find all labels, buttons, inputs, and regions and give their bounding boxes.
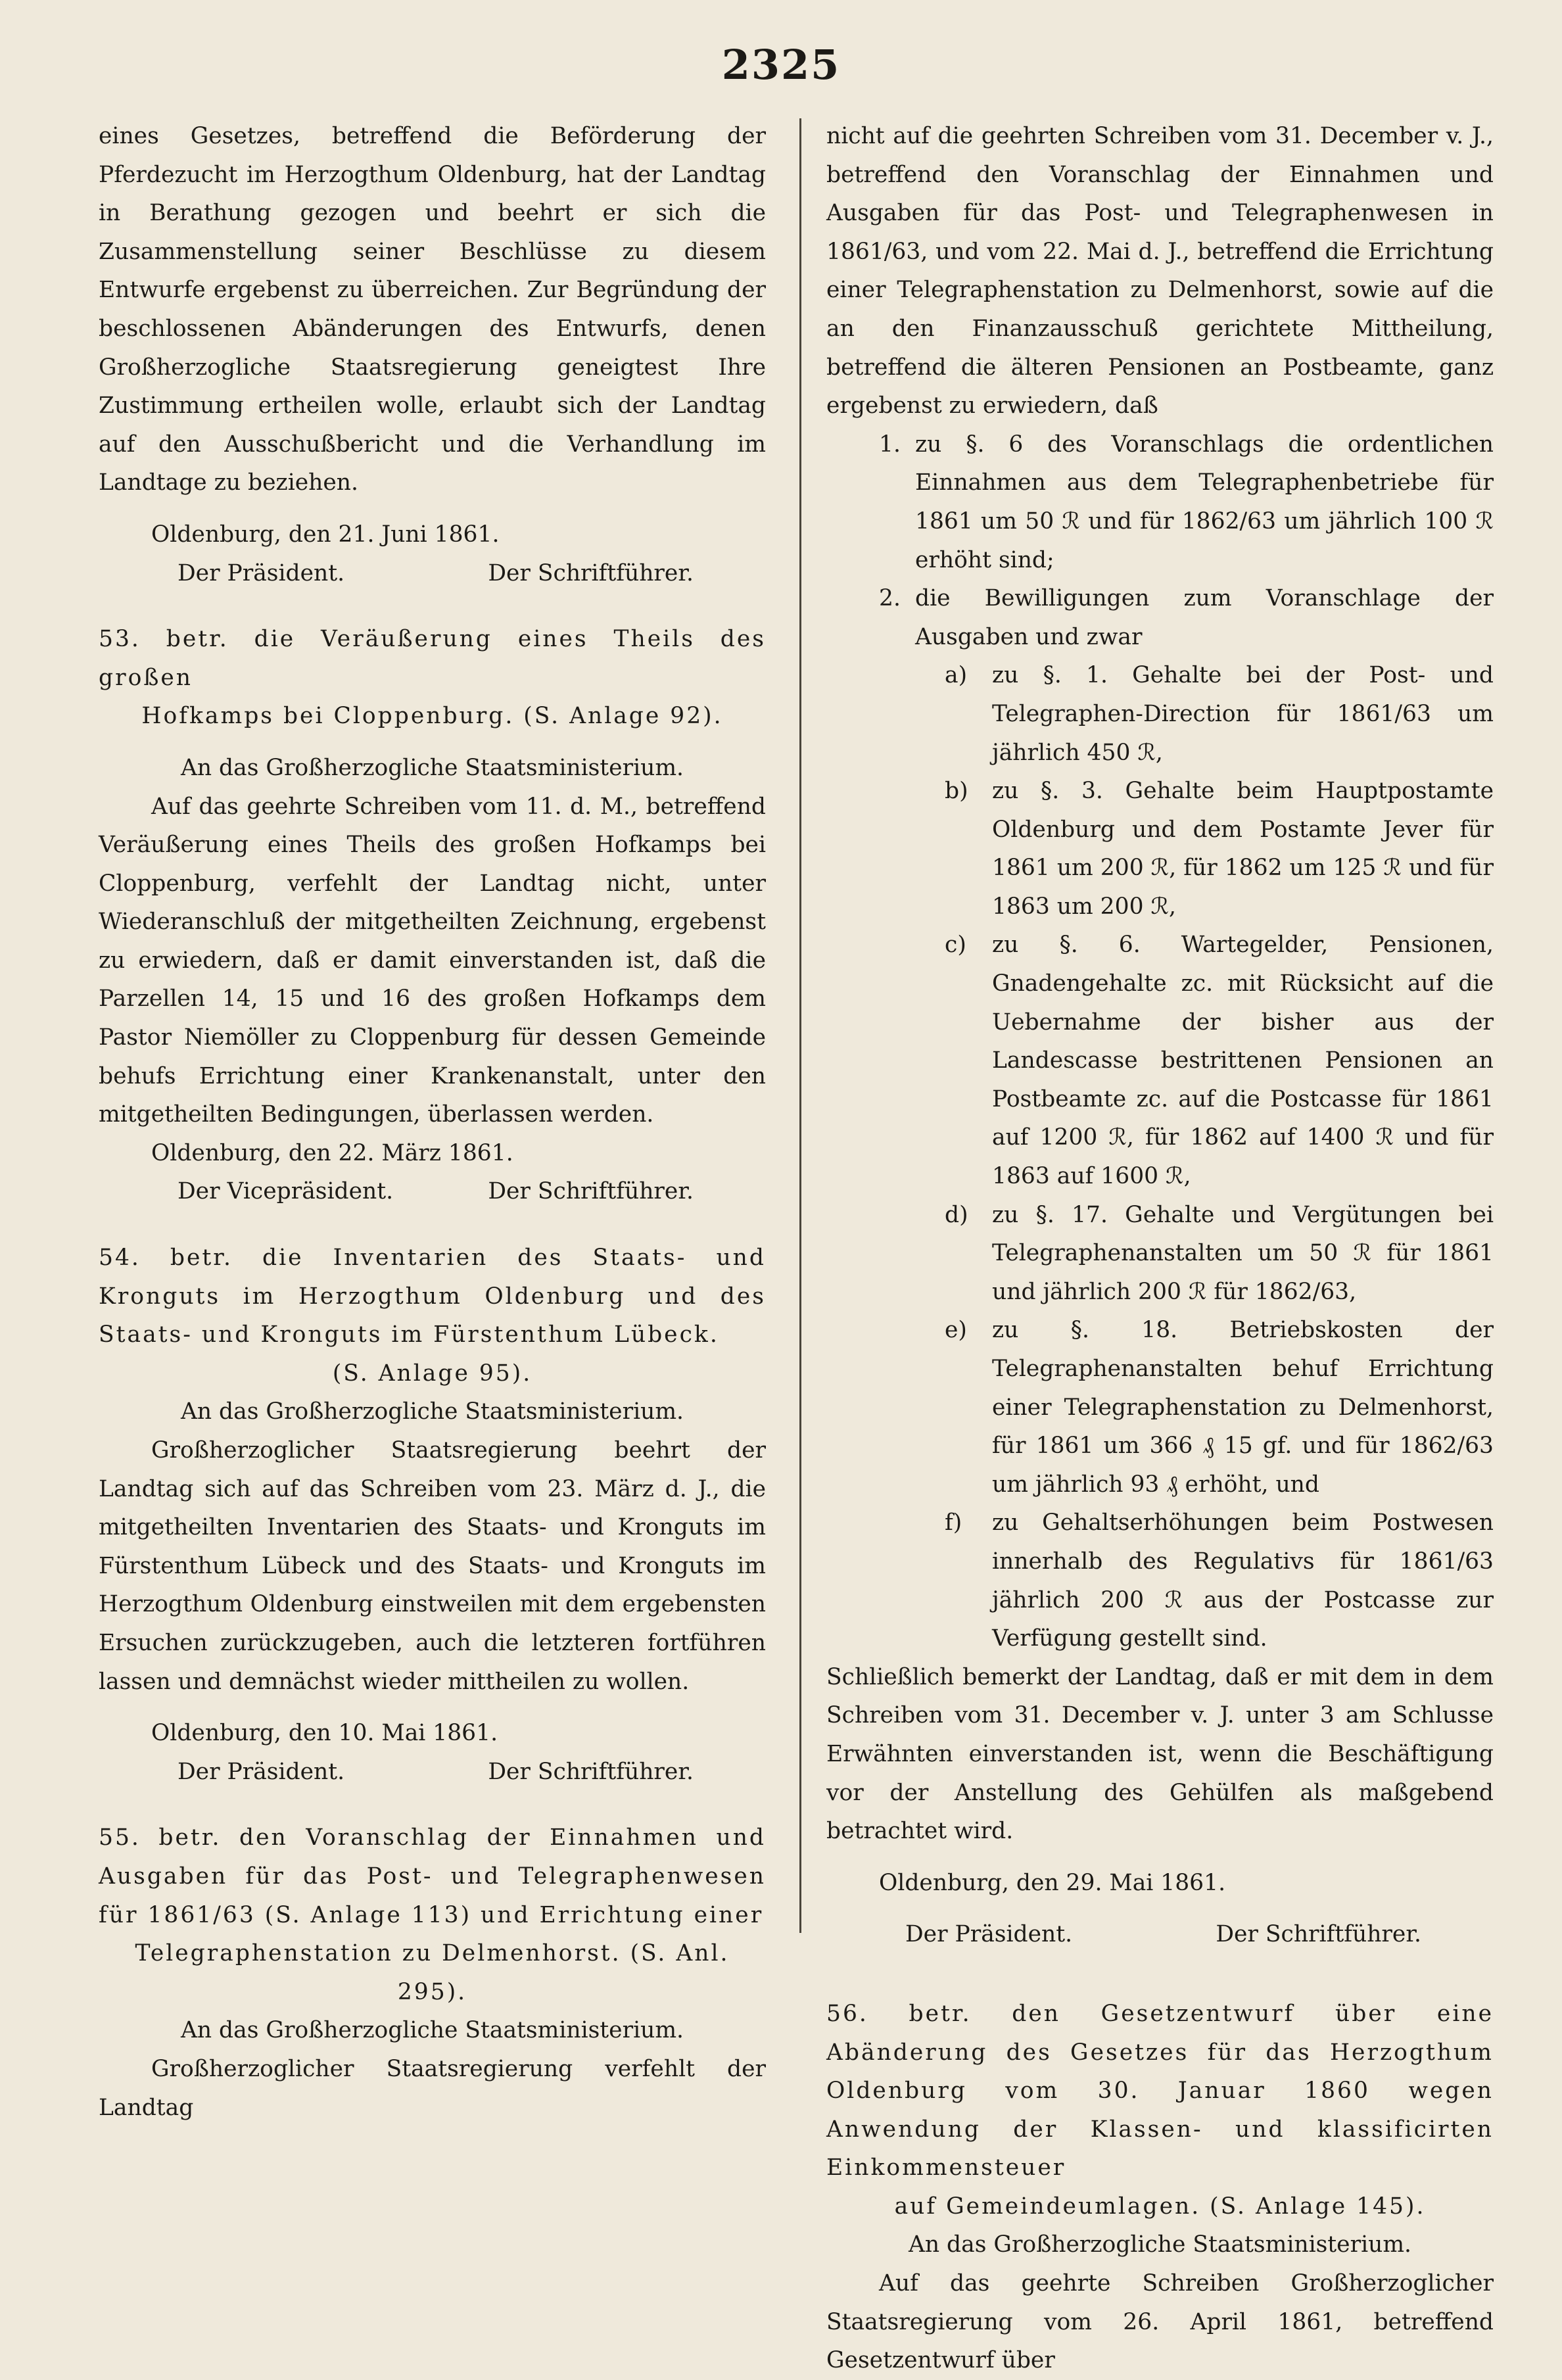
signature-secretary: Der Schriftführer. [488,1178,694,1205]
signature-vicepresident: Der Vicepräsident. [178,1178,394,1205]
sub-item-c [826,926,1494,1195]
item-55-heading-text: 55. betr. den Voranschlag der Einnahmen und Ausgaben für das Post- und Telegraphenwesen für 1861/63 (S. Anlage 113) und Errichtung einer [99,1824,766,1928]
item-54-heading-text: 54. betr. die Inventarien des Staats- und Kronguts im Herzogthum Oldenburg und des Staats- und Kronguts im Fürstenthum Lübeck. [99,1245,766,1348]
sub-item-f-text: zu Gehaltserhöhungen beim Postwesen innerhalb des Regulativs für 1861/63 jährlich 200 ℛ aus der Postcasse zur Verfügung gestellt sind. [992,1510,1494,1652]
signature-row-1 [99,554,766,593]
item-55-heading-tail: Telegraphenstation zu Delmenhorst. (S. Anl. 295). [135,1940,730,2005]
item-55-body: Großherzoglicher Staatsregierung verfehlt der Landtag [99,2055,766,2121]
signature-president: Der Präsident. [178,1758,345,1785]
left-intro-paragraph: eines Gesetzes, betreffend die Beförderung der Pferdezucht im Herzogthum Oldenburg, hat der Landtag in Berathung gezogen und beehrt er sich die Zusammenstellung seiner Beschlüsse zu diesem Entwurfe ergebenst zu überreichen. Zur Begründung der beschlossenen Abänderungen des Entwurfs, denen Großherzogliche Staatsregierung geneigtest Ihre Zustimmung ertheilen wolle, erlaubt sich der Landtag auf den Ausschußbericht und die Verhandlung im Landtage zu beziehen. [99,123,766,496]
list-item-2-text: die Bewilligungen zum Voranschlage der Ausgaben und zwar [915,585,1494,650]
signature-secretary: Der Schriftführer. [488,559,694,586]
signature-row-4 [826,1915,1494,1954]
sub-item-d-label: d) [945,1201,968,1228]
list-item-1-text: zu §. 6 des Voranschlags die ordentlichen Einnahmen aus dem Telegraphenbetriebe für 1861 um 50 ℛ und für 1862/63 um jährlich 100 ℛ erhöht sind; [915,431,1494,573]
date-line-1: Oldenburg, den 21. Juni 1861. [151,521,500,548]
item-54-heading-tail: (S. Anlage 95). [332,1360,532,1387]
sub-item-d-text: zu §. 17. Gehalte und Vergütungen bei Telegraphenanstalten um 50 ℛ für 1861 und jährlich 200 ℛ für 1862/63, [992,1201,1494,1305]
date-line-4: Oldenburg, den 29. Mai 1861. [879,1869,1226,1896]
list-item-2-label: 2. [879,585,901,612]
sub-item-c-label: c) [945,932,966,959]
item-56-address: An das Großherzogliche Staatsministerium. [908,2231,1412,2258]
page-number: 2325 [721,41,841,89]
signature-row-3 [99,1753,766,1792]
sub-item-b-label: b) [945,778,968,805]
sub-item-a-text: zu §. 1. Gehalte bei der Post- und Telegraphen-Direction für 1861/63 um jährlich 450 ℛ, [992,662,1494,766]
sub-item-f-label: f) [945,1510,962,1536]
sub-item-e-label: e) [945,1317,967,1344]
sub-item-e-text: zu §. 18. Betriebskosten der Telegraphenanstalten behuf Errichtung einer Telegraphenstation zu Delmenhorst, für 1861 um 366 ₰ 15 gf. und für 1862/63 um jährlich 93 ₰ erhöht, und [992,1317,1494,1498]
signature-president: Der Präsident. [905,1921,1073,1948]
closing-paragraph: Schließlich bemerkt der Landtag, daß er mit dem in dem Schreiben vom 31. December v. J. unter 3 am Schlusse Erwähnten einverstanden ist, wenn die Beschäftigung vor der Anstellung des Gehülfen als maßgebend betrachtet wird. [826,1663,1494,1845]
sub-item-d [826,1196,1494,1312]
sub-item-b-text: zu §. 3. Gehalte beim Hauptpostamte Oldenburg und dem Postamte Jever für 1861 um 200 ℛ, für 1862 um 125 ℛ und für 1863 um 200 ℛ, [992,778,1494,920]
item-55-heading [99,1819,766,2011]
item-54-body: Großherzoglicher Staatsregierung beehrt der Landtag sich auf das Schreiben vom 23. März d. J., die mitgetheilten Inventarien des Staats- und Kronguts im Fürstenthum Lübeck und des Staats- und Kronguts im Herzogthum Oldenburg einstweilen mit dem ergebensten Ersuchen zurückzugeben, auch die letzteren fortführen lassen und demnächst wieder mittheilen zu wollen. [99,1437,766,1695]
item-54-heading [99,1239,766,1392]
signature-secretary: Der Schriftführer. [488,1758,694,1785]
sub-item-f [826,1504,1494,1657]
item-53-heading-tail: Hofkamps bei Cloppenburg. (S. Anlage 92). [141,703,723,730]
signature-president: Der Präsident. [178,559,345,586]
item-54-address: An das Großherzogliche Staatsministerium. [180,1398,684,1425]
list-item-1-label: 1. [879,431,901,458]
item-53-body: Auf das geehrte Schreiben vom 11. d. M., betreffend Veräußerung eines Theils des großen Hofkamps bei Cloppenburg, verfehlt der Landtag nicht, unter Wiederanschluß der mitgetheilten Zeichnung, ergebenst zu erwiedern, daß er damit einverstanden ist, daß die Parzellen 14, 15 und 16 des großen Hofkamps dem Pastor Niemöller zu Cloppenburg für dessen Gemeinde behufs Errichtung einer Krankenanstalt, unter den mitgetheilten Bedingungen, überlassen werden. [99,793,766,1128]
column-divider [799,118,801,1933]
item-53-heading-text: 53. betr. die Veräußerung eines Theils des großen [99,626,766,691]
item-55-address: An das Großherzogliche Staatsministerium. [180,2017,684,2044]
item-56-heading-tail: auf Gemeindeumlagen. (S. Anlage 145). [894,2193,1426,2220]
sub-item-b [826,772,1494,926]
signature-secretary: Der Schriftführer. [1216,1921,1421,1948]
sub-item-a [826,656,1494,772]
sub-item-e [826,1311,1494,1504]
signature-row-2 [99,1172,766,1211]
item-53-heading [99,620,766,736]
left-column [99,117,766,2127]
right-intro-paragraph: nicht auf die geehrten Schreiben vom 31. December v. J., betreffend den Voranschlag der Einnahmen und Ausgaben für das Post- und Telegraphenwesen in 1861/63, und vom 22. Mai d. J., betreffend die Errichtung einer Telegraphenstation zu Delmenhorst, sowie auf die an den Finanzausschuß gerichtete Mittheilung, betreffend die älteren Pensionen an Postbeamte, ganz ergebenst zu erwiedern, daß [826,123,1494,419]
item-56-heading [826,1995,1494,2226]
right-column [826,117,1494,2380]
date-line-3: Oldenburg, den 10. Mai 1861. [151,1720,498,1747]
item-53-address: An das Großherzogliche Staatsministerium. [180,754,684,781]
list-item-2 [826,579,1494,656]
list-item-1 [826,425,1494,579]
item-56-body: Auf das geehrte Schreiben Großherzoglicher Staatsregierung vom 26. April 1861, betreffend Gesetzentwurf über [826,2270,1494,2374]
sub-item-c-text: zu §. 6. Wartegelder, Pensionen, Gnadengehalte zc. mit Rücksicht auf die Uebernahme der bisher aus der Landescasse bestrittenen Pensionen an Postbeamte zc. auf die Postcasse für 1861 auf 1200 ℛ, für 1862 auf 1400 ℛ und für 1863 auf 1600 ℛ, [992,932,1494,1190]
item-56-heading-text: 56. betr. den Gesetzentwurf über eine Abänderung des Gesetzes für das Herzogthum Oldenburg vom 30. Januar 1860 wegen Anwendung der Klassen- und klassificirten Einkommensteuer [826,2000,1494,2181]
sub-item-a-label: a) [945,662,968,689]
date-line-2: Oldenburg, den 22. März 1861. [151,1139,513,1166]
